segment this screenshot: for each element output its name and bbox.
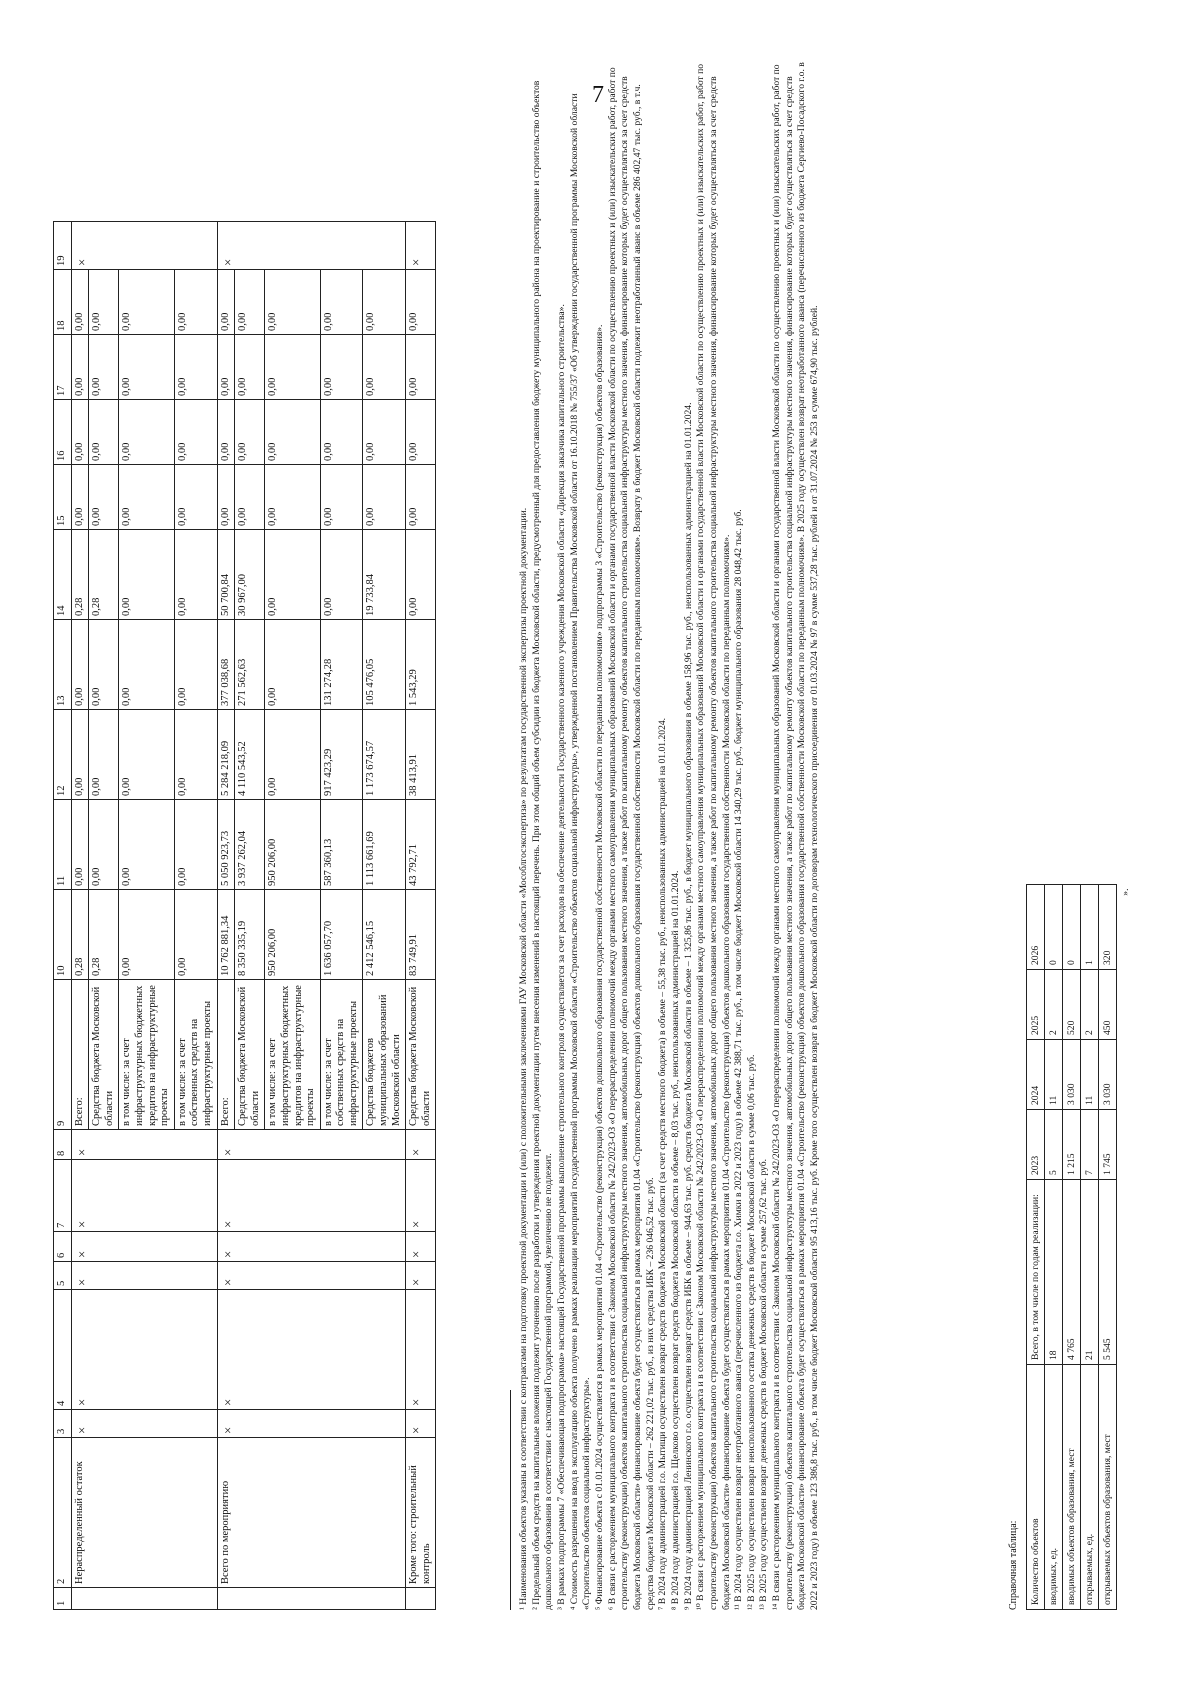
header-cell: 15 <box>54 465 72 530</box>
amount-cell: 3 937 262,04 <box>235 800 265 890</box>
reference-cell: 0 <box>1063 885 1081 970</box>
amount-cell: 0,00 <box>119 620 174 710</box>
table-row <box>406 222 436 1610</box>
amount-cell: 0,00 <box>363 270 406 335</box>
amount-cell: 19 733,84 <box>363 530 406 620</box>
amount-cell: 0,00 <box>265 620 320 710</box>
header-cell: 11 <box>54 800 72 890</box>
x-mark-cell: × <box>71 1130 217 1160</box>
amount-cell: 0,00 <box>320 400 363 465</box>
amount-cell: 0,00 <box>265 465 320 530</box>
x-mark-cell: × <box>406 1130 436 1160</box>
amount-cell: 0,00 <box>71 800 89 890</box>
amount-cell: 0,00 <box>320 335 363 400</box>
reference-cell: 11 <box>1045 1040 1063 1110</box>
row-label: Нераспределенный остаток <box>71 1438 217 1588</box>
amount-cell: 0,00 <box>119 270 174 335</box>
header-row <box>54 222 72 1610</box>
header-cell: 19 <box>54 222 72 270</box>
row-label: Всего по мероприятию <box>217 1438 406 1588</box>
amount-cell: 0,00 <box>119 335 174 400</box>
reference-header-cell: Всего, в том числе по годам реализации: <box>1027 1180 1045 1365</box>
x-mark-cell: × <box>217 1290 406 1410</box>
amount-cell: 0,00 <box>89 270 119 335</box>
amount-cell: 0,00 <box>406 530 436 620</box>
header-cell: 10 <box>54 890 72 980</box>
reference-cell: открываемых объектов образования, мест <box>1099 1365 1117 1610</box>
x-mark-cell: × <box>406 1160 436 1232</box>
reference-cell: 320 <box>1099 885 1117 970</box>
reference-cell: 2 <box>1045 970 1063 1040</box>
header-cell: 3 <box>54 1410 72 1438</box>
x-mark-cell: × <box>71 222 217 270</box>
amount-cell: 105 476,05 <box>363 620 406 710</box>
header-cell: 7 <box>54 1160 72 1232</box>
amount-cell: 377 038,68 <box>217 620 235 710</box>
amount-cell: 0,00 <box>119 800 174 890</box>
row-label: Кроме того: строительный контроль <box>406 1438 436 1588</box>
reference-cell: 11 <box>1081 1040 1099 1110</box>
amount-cell: 0,00 <box>119 465 174 530</box>
x-mark-cell: × <box>406 1410 436 1438</box>
x-mark-cell: × <box>217 222 406 270</box>
amount-cell: 0,28 <box>89 890 119 980</box>
header-cell: 2 <box>54 1438 72 1588</box>
amount-cell: 0,00 <box>71 270 89 335</box>
reference-cell: 21 <box>1081 1180 1099 1365</box>
x-mark-cell: × <box>71 1232 217 1262</box>
reference-cell: 450 <box>1099 970 1117 1040</box>
amount-cell: 5 284 218,09 <box>217 710 235 800</box>
footnote: ² Предельный объем средств на капитальные вложения подлежит уточнению после разработки и утверждения проектной документации путем внесения изменений в настоящий перечень. При этом общий объем субсидии из бюджета Московской области, предусмотренный для предоставления бюджету муниципального района на проектирование и строительство объектов дошкольного образования в соответствии с настоящей Государственной программой, увеличению не подлежит. <box>530 80 555 1610</box>
amount-cell: 0,00 <box>406 335 436 400</box>
reference-cell: 2 <box>1081 970 1099 1040</box>
reference-cell: 520 <box>1063 970 1081 1040</box>
header-cell: 8 <box>54 1130 72 1160</box>
header-cell: 1 <box>54 1588 72 1610</box>
amount-cell: 2 412 546,15 <box>363 890 406 980</box>
reference-cell: вводимых, ед. <box>1045 1365 1063 1610</box>
amount-cell: 0,00 <box>406 400 436 465</box>
x-mark-cell: × <box>406 1290 436 1410</box>
reference-header-cell: 2025 <box>1027 970 1045 1040</box>
footnote: ⁶ В связи с расторжением муниципального контракта и в соответствии с Законом Московской области № 242/2023-ОЗ «О перераспределении полномочий между органами местного самоуправления муниципальных образований Московской области и органами государственной власти Московской области по осуществлению проектных и (или) изыскательских работ, работ по строительству (реконструкции) объектов капитального строительства социальной инфраструктуры местного значения, автомобильных дорог общего пользования местного значения, а также работ по капитальному ремонту объектов капитального строительства социальной инфраструктуры местного значения, финансирование которых будет осуществляться за счет средств бюджета Московской области» финансирование объекта будет осуществляться в рамках мероприятия 01.04 «Строительство (реконструкция) объектов дошкольного образования государственной собственности Московской области по переданным полномочиям». Возврату в бюджет Московской области подлежит неотработанный аванс в объеме 286 402,47 тыс. руб., в т.ч. средства бюджета Московской области – 262 221,02 тыс. руб., из них средства ИБК – 236 046,52 тыс. руб. <box>606 67 656 1610</box>
amount-cell: 0,00 <box>320 530 363 620</box>
header-cell: 17 <box>54 335 72 400</box>
reference-cell: 3 030 <box>1063 1040 1081 1110</box>
landscape-content <box>48 20 1148 1620</box>
x-mark-cell: × <box>217 1410 406 1438</box>
reference-row <box>1099 885 1117 1610</box>
footnotes <box>518 50 822 1610</box>
amount-cell: 950 206,00 <box>265 800 320 890</box>
amount-cell: 0,00 <box>119 890 174 980</box>
reference-cell: 5 <box>1045 1110 1063 1180</box>
header-cell: 13 <box>54 620 72 710</box>
funding-source: в том числе: за счет собственных средств на инфраструктурные проекты <box>320 980 363 1130</box>
reference-cell: 3 030 <box>1099 1040 1117 1110</box>
amount-cell: 587 360,13 <box>320 800 363 890</box>
reference-cell: 7 <box>1081 1110 1099 1180</box>
x-mark-cell: × <box>71 1410 217 1438</box>
funding-source: в том числе: за счет инфраструктурных бюджетных кредитов на инфраструктурные проекты <box>265 980 320 1130</box>
reference-cell: 1 215 <box>1063 1110 1081 1180</box>
amount-cell: 0,00 <box>235 400 265 465</box>
amount-cell: 0,00 <box>235 465 265 530</box>
amount-cell: 43 792,71 <box>406 800 436 890</box>
table-row <box>71 222 89 1610</box>
footnote: ¹² В 2025 году осуществлен возврат неиспользованного остатка денежных средств в бюджет Московской области в сумме 0,06 тыс. руб. <box>745 1054 757 1610</box>
amount-cell: 0,00 <box>174 890 217 980</box>
amount-cell: 0,00 <box>89 710 119 800</box>
amount-cell: 0,00 <box>174 620 217 710</box>
amount-cell: 0,00 <box>89 620 119 710</box>
amount-cell: 0,00 <box>265 530 320 620</box>
amount-cell: 0,28 <box>89 530 119 620</box>
x-mark-cell: × <box>217 1232 406 1262</box>
amount-cell: 0,00 <box>217 270 235 335</box>
amount-cell: 0,00 <box>363 465 406 530</box>
x-mark-cell: × <box>71 1160 217 1232</box>
reference-table <box>1026 884 1134 1610</box>
row-number-cell <box>71 1588 217 1610</box>
reference-end-mark: ». <box>1120 888 1131 896</box>
x-mark-cell: × <box>406 1232 436 1262</box>
amount-cell: 0,00 <box>71 620 89 710</box>
reference-row <box>1063 885 1081 1610</box>
footnote: ⁹ В 2024 году администрацией Ленинского г.о. осуществлен возврат средств ИБК в объеме – 944,63 тыс. руб. средств бюджета Московской области в объеме – 1 325,86 тыс. руб., в бюджет муниципального образования в объеме 158,96 тыс. руб., неиспользованных администрацией на 01.01.2024. <box>682 402 694 1610</box>
amount-cell: 0,28 <box>71 890 89 980</box>
reference-header-cell: 2024 <box>1027 1040 1045 1110</box>
x-mark-cell: × <box>406 1262 436 1290</box>
reference-header-cell: Количество объектов <box>1027 1365 1045 1610</box>
reference-cell: вводимых объектов образования, мест <box>1063 1365 1081 1610</box>
header-cell: 5 <box>54 1262 72 1290</box>
amount-cell: 0,00 <box>89 465 119 530</box>
amount-cell: 0,00 <box>174 465 217 530</box>
x-mark-cell: × <box>406 222 436 270</box>
header-cell: 4 <box>54 1290 72 1410</box>
funding-source: в том числе: за счет собственных средств на инфраструктурные проекты <box>174 980 217 1130</box>
amount-cell: 917 423,29 <box>320 710 363 800</box>
amount-cell: 0,00 <box>406 465 436 530</box>
amount-cell: 0,00 <box>174 530 217 620</box>
amount-cell: 5 050 923,73 <box>217 800 235 890</box>
amount-cell: 50 700,84 <box>217 530 235 620</box>
funding-source: Средства бюджетов муниципальных образований Московской области <box>363 980 406 1130</box>
amount-cell: 0,00 <box>265 710 320 800</box>
reference-cell: 4 765 <box>1063 1180 1081 1365</box>
amount-cell: 0,00 <box>363 400 406 465</box>
footnote: ⁴ Стоимость разрешения на ввод в эксплуатацию объекта получено в рамках реализации мероприятий государственной программы Московской области «Строительство объектов социальной инфраструктуры», утвержденной постановлением Правительства Московской области от 16.10.2018 № 755/37 «Об утверждении государственной программы Московской области «Строительство объектов социальной инфраструктуры». <box>568 93 593 1610</box>
amount-cell: 0,00 <box>71 465 89 530</box>
reference-cell: 0 <box>1045 885 1063 970</box>
header-cell: 12 <box>54 710 72 800</box>
funding-source: Всего: <box>217 980 235 1130</box>
header-cell: 16 <box>54 400 72 465</box>
amount-cell: 0,00 <box>406 270 436 335</box>
table-row <box>217 222 235 1610</box>
x-mark-cell: × <box>217 1160 406 1232</box>
table-body <box>71 222 436 1610</box>
funding-source: Средства бюджета Московской области <box>235 980 265 1130</box>
amount-cell: 0,00 <box>119 530 174 620</box>
amount-cell: 0,00 <box>174 710 217 800</box>
reference-table-title: Справочная таблица: <box>1008 1520 1019 1610</box>
amount-cell: 0,00 <box>174 400 217 465</box>
amount-cell: 0,00 <box>363 335 406 400</box>
amount-cell: 4 110 543,52 <box>235 710 265 800</box>
reference-header-row <box>1027 885 1045 1610</box>
footnote: ¹⁰ В связи с расторжением муниципального контракта и в соответствии с Законом Московской области № 242/2023-ОЗ «О перераспределении полномочий между органами местного самоуправления муниципальных образований Московской области и органами государственной власти Московской области по осуществлению проектных и (или) изыскательских работ, работ по строительству (реконструкции) объектов капитального строительства социальной инфраструктуры местного значения, автомобильных дорог общего пользования местного значения, а также работ по капитальному ремонту объектов капитального строительства социальной инфраструктуры местного значения, финансирование которых будет осуществляться за счет средств бюджета Московской области» финансирование объекта будет осуществляться в рамках мероприятия 01.04 «Строительство (реконструкция) объектов дошкольного образования государственной собственности Московской области по переданным полномочиям». <box>695 63 732 1610</box>
reference-table-body <box>1027 885 1135 1610</box>
amount-cell: 8 350 335,19 <box>235 890 265 980</box>
amount-cell: 1 173 674,57 <box>363 710 406 800</box>
footnote: ¹ Наименования объектов указаны в соответствии с контрактами на подготовку проектной документации и (или) с положительными заключениями ГАУ Московской области «Мособлгосэкспертиза» по результатам государственной экспертизы проектной документации. <box>518 507 529 1610</box>
funding-source: Средства бюджета Московской области <box>406 980 436 1130</box>
amount-cell: 0,00 <box>235 335 265 400</box>
footnote: ¹³ В 2025 году осуществлен возврат денежных средств в бюджет Московской области в сумме 257,62 тыс. руб. <box>758 1158 770 1610</box>
amount-cell: 1 113 661,69 <box>363 800 406 890</box>
x-mark-cell: × <box>217 1130 406 1160</box>
reference-header-cell: 2023 <box>1027 1110 1045 1180</box>
amount-cell: 0,00 <box>217 465 235 530</box>
reference-cell: 18 <box>1045 1180 1063 1365</box>
amount-cell: 271 562,63 <box>235 620 265 710</box>
amount-cell: 0,00 <box>320 270 363 335</box>
row-number-cell <box>217 1588 406 1610</box>
amount-cell: 0,00 <box>174 335 217 400</box>
reference-cell: 1 745 <box>1099 1110 1117 1180</box>
amount-cell: 0,00 <box>265 400 320 465</box>
reference-header-cell: 2026 <box>1027 885 1045 970</box>
footnote: ⁷ В 2024 году администрацией г.о. Мытищи осуществлен возврат средств бюджета Московской области (за счет средств местного бюджета) в объеме – 55,38 тыс. руб., неиспользованных администрацией на 01.01.2024. <box>657 717 669 1610</box>
reference-end-row <box>1117 885 1135 1610</box>
amount-cell: 0,00 <box>89 800 119 890</box>
funding-source: Всего: <box>71 980 89 1130</box>
amount-cell: 0,00 <box>71 710 89 800</box>
amount-cell: 30 967,00 <box>235 530 265 620</box>
amount-cell: 0,00 <box>174 800 217 890</box>
row-number-cell <box>406 1588 436 1610</box>
amount-cell: 0,00 <box>235 270 265 335</box>
footnote: ³ В рамках подпрограммы 7 «Обеспечивающая подпрограмма» настоящей Государственной программы выполнение строительного контроля осуществляется за счет расходов на обеспечение деятельности Государственного казенного учреждения Московской области «Дирекция заказчика капитального строительства». <box>555 304 567 1610</box>
header-cell: 18 <box>54 270 72 335</box>
header-cell: 9 <box>54 980 72 1130</box>
x-mark-cell: × <box>217 1262 406 1290</box>
funding-source: Средства бюджета Московской области <box>89 980 119 1130</box>
amount-cell: 0,00 <box>217 400 235 465</box>
header-cell: 6 <box>54 1232 72 1262</box>
amount-cell: 1 636 057,70 <box>320 890 363 980</box>
funding-table <box>53 221 436 1610</box>
footnote: ⁸ В 2024 году администрацией г.о. Щелково осуществлен возврат средств бюджета Московской области в объеме – 8,03 тыс. руб., неиспользованных администрацией на 01.01.2024. <box>669 870 681 1610</box>
reference-cell: 5 545 <box>1099 1180 1117 1365</box>
amount-cell: 0,00 <box>217 335 235 400</box>
footnote: ¹⁴ В связи с расторжением муниципального контракта и в соответствии с Законом Московской области № 242/2023-ОЗ «О перераспределении полномочий между органами местного самоуправления муниципальных образований Московской области и органами государственной власти Московской области по осуществлению проектных и (или) изыскательских работ, работ по строительству (реконструкции) объектов капитального строительства социальной инфраструктуры местного значения, автомобильных дорог общего пользования местного значения, а также работ по капитальному ремонту объектов капитального строительства социальной инфраструктуры местного значения, финансирование которых будет осуществляться за счет средств бюджета Московской области» финансирование объекта будет осуществляться в рамках мероприятия 01.04 «Строительство (реконструкция) объектов дошкольного образования государственной собственности Московской области по переданным полномочиям». В 2025 году осуществлен возврат неотработанного аванса (перечисленного из бюджета Сергиево-Посадского г.о. в 2022 и 2023 году) в объеме 123 386,8 тыс. руб., в том числе бюджет Московской области 95 413,16 тыс. руб. Кроме того осуществлен возврат в бюджет Московской области по договорам технологического присоединения от 01.03.2024 № 97 в сумме 537,28 тыс. рублей и от 31.07.2024 № 253 в сумме 674,90 тыс. рублей. <box>771 62 821 1610</box>
amount-cell: 0,00 <box>119 710 174 800</box>
amount-cell: 0,00 <box>71 400 89 465</box>
header-cell: 14 <box>54 530 72 620</box>
x-mark-cell: × <box>71 1262 217 1290</box>
amount-cell: 0,00 <box>89 400 119 465</box>
footnote: ⁵ Финансирование объекта с 01.01.2024 осуществляется в рамках мероприятия 01.04 «Строительство (реконструкция) объектов дошкольного образования государственной собственности Московской области по переданным полномочиям» подпрограммы 3 «Строительство (реконструкция) объектов образования». <box>593 324 605 1610</box>
footnote-separator <box>510 1390 511 1610</box>
amount-cell: 0,28 <box>71 530 89 620</box>
page-number: 7 <box>592 82 604 108</box>
amount-cell: 1 543,29 <box>406 620 436 710</box>
reference-row <box>1081 885 1099 1610</box>
amount-cell: 10 762 881,34 <box>217 890 235 980</box>
amount-cell: 0,00 <box>119 400 174 465</box>
amount-cell: 950 206,00 <box>265 890 320 980</box>
amount-cell: 0,00 <box>71 335 89 400</box>
amount-cell: 0,00 <box>265 270 320 335</box>
amount-cell: 131 274,28 <box>320 620 363 710</box>
reference-cell: открываемых, ед. <box>1081 1365 1099 1610</box>
reference-cell: 1 <box>1081 885 1099 970</box>
x-mark-cell: × <box>71 1290 217 1410</box>
amount-cell: 0,00 <box>89 335 119 400</box>
amount-cell: 38 413,91 <box>406 710 436 800</box>
reference-row <box>1045 885 1063 1610</box>
footnote: ¹¹ В 2024 году осуществлен возврат неотработанного аванса (перечисленного из бюджета г.о. Химки в 2022 и 2023 году) в объеме 42 388,71 тыс. руб., в том числе бюджет Московской области 14 340,29 тыс. руб., бюджет муниципального образования 28 048,42 тыс. руб. <box>733 509 745 1610</box>
amount-cell: 0,00 <box>320 465 363 530</box>
amount-cell: 0,00 <box>265 335 320 400</box>
funding-source: в том числе: за счет инфраструктурных бюджетных кредитов на инфраструктурные проекты <box>119 980 174 1130</box>
amount-cell: 83 749,91 <box>406 890 436 980</box>
amount-cell: 0,00 <box>174 270 217 335</box>
